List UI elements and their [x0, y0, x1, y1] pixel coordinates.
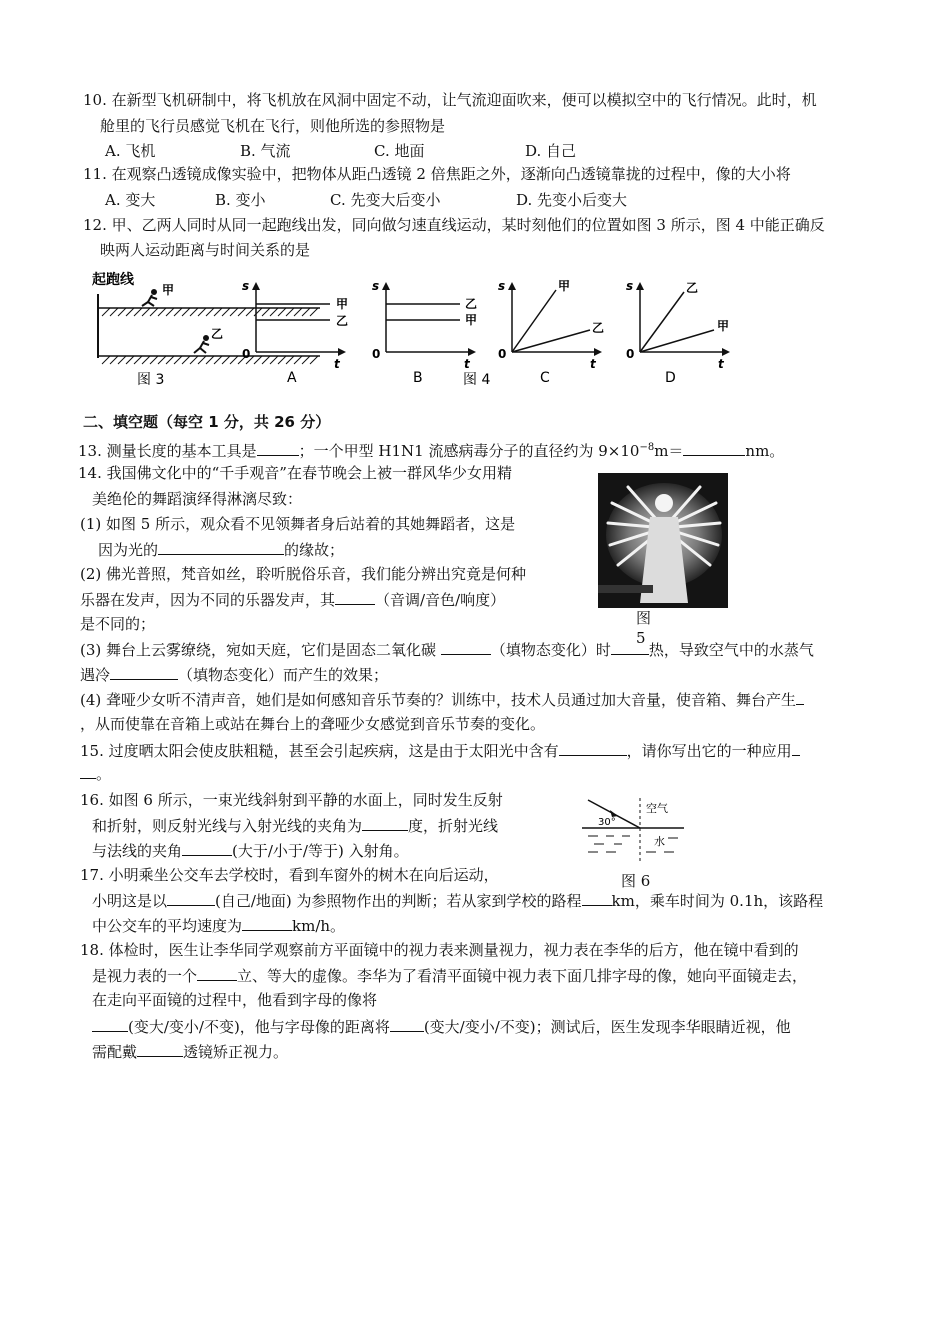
runner-yi-icon [194, 335, 209, 353]
section-2-heading: 二、填空题（每空 1 分，共 26 分） [83, 413, 331, 431]
q18-line5: 需配戴 透镜矫正视力。 [92, 1043, 289, 1061]
q10-line1: 10. 在新型飞机研制中，将飞机放在风洞中固定不动，让气流迎面吹来，便可以模拟空中的飞行情况。此时，机 [83, 91, 817, 109]
figure-6-diagram [580, 790, 690, 865]
water-label: 水 [654, 835, 665, 848]
graph-b [372, 279, 477, 386]
graph-d [626, 279, 730, 386]
svg-text:0: 0 [498, 347, 507, 361]
q14-blank-2 [335, 589, 375, 605]
runner-yi-label: 乙 [211, 327, 224, 341]
start-line-label: 起跑线 [92, 272, 134, 288]
q14-blank-4 [611, 639, 649, 655]
q13-blank-2 [683, 440, 745, 456]
q15-blank-1 [559, 740, 627, 756]
q11-option-b: B. 变小 [215, 191, 266, 209]
q18-line1: 18. 体检时，医生让李华同学观察前方平面镜中的视力表来测量视力，视力表在李华的后方，他在镜中看到的 [80, 941, 799, 959]
q14-blank-6 [796, 689, 804, 705]
q10-line2: 舱里的飞行员感觉飞机在飞行，则他所选的参照物是 [100, 117, 446, 135]
q10-option-a: A. 飞机 [105, 142, 156, 160]
graph-a-label: A [287, 370, 297, 386]
svg-text:0: 0 [242, 347, 251, 361]
q16-blank-1 [362, 815, 408, 831]
q14-line2: 美绝伦的舞蹈演绎得淋漓尽致： [92, 490, 303, 508]
q13-blank-1 [257, 440, 299, 456]
q17-line2: 小明这是以 (自己/地面) 为参照物作出的判断；若从家到学校的路程 km，乘车时间为 0.1h，该路程 [92, 892, 824, 910]
q14-part3-line2: 遇冷 （填物态变化）而产生的效果； [80, 666, 389, 684]
q14-part3-line1: (3) 舞台上云雾缭绕，宛如天庭，它们是固态二氧化碳 （填物态变化）时 热，导致空气中的水蒸气 [80, 641, 814, 659]
q17-blank-1 [167, 890, 215, 906]
figure-5-caption-b: 5 [636, 629, 646, 647]
q14-part1-line1: (1) 如图 5 所示，观众看不见领舞者身后站着的其她舞蹈者，这是 [80, 515, 516, 533]
q11-option-d: D. 先变小后变大 [516, 191, 628, 209]
q10-option-c: C. 地面 [374, 142, 425, 160]
q14-blank-3 [441, 639, 491, 655]
q18-blank-4 [137, 1041, 183, 1057]
q18-blank-3 [390, 1016, 424, 1032]
svg-text:t: t [590, 357, 596, 371]
q17-line1: 17. 小明乘坐公交车去学校时，看到车窗外的树木在向后运动， [80, 866, 499, 884]
figure-6-caption: 图 6 [621, 872, 651, 890]
svg-text:s: s [626, 279, 634, 293]
q14-part1-line2: 因为光的 的缘故； [98, 541, 345, 559]
q14-blank-1 [158, 539, 284, 555]
q18-line3: 在走向平面镜的过程中，他看到字母的像将 [92, 991, 378, 1009]
svg-text:甲: 甲 [558, 279, 571, 293]
dancer-image-icon [598, 473, 728, 608]
q15-line1: 15. 过度晒太阳会使皮肤粗糙，甚至会引起疾病，这是由于太阳光中含有 ，请你写出它的一种应用 [80, 740, 800, 761]
q14-line1: 14. 我国佛文化中的“千手观音”在春节晚会上被一群风华少女用精 [78, 464, 512, 482]
q18-line4: (变大/变小/不变)，他与字母像的距离将 (变大/变小/不变)；测试后，医生发现李华眼睛近视，他 [92, 1016, 791, 1037]
q14-part4-line1: (4) 聋哑少女听不清声音，她们是如何感知音乐节奏的？训练中，技术人员通过加大音量，使音箱、舞台产生 [80, 689, 804, 710]
q17-line3: 中公交车的平均速度为 km/h。 [92, 917, 346, 935]
q17-blank-2 [582, 890, 612, 906]
q16-line3: 与法线的夹角 (大于/小于/等于) 入射角。 [92, 842, 409, 860]
incident-ray-arrow-icon [610, 810, 618, 817]
figure-5-caption-a: 图 [636, 609, 652, 627]
svg-text:甲: 甲 [465, 313, 478, 327]
q18-line2: 是视力表的一个 立、等大的虚像。李华为了看清平面镜中视力表下面几排字母的像，她向平面镜走去， [92, 967, 808, 985]
q12-line1: 12. 甲、乙两人同时从同一起跑线出发，同向做匀速直线运动，某时刻他们的位置如图 3 所示，图 4 中能正确反 [83, 216, 825, 234]
q16-line1: 16. 如图 6 所示，一束光线斜射到平静的水面上，同时发生反射 [80, 791, 503, 809]
q14-part2-line2: 乐器在发声，因为不同的乐器发声，其 （音调/音色/响度） [80, 591, 506, 609]
q10-option-b: B. 气流 [240, 142, 291, 160]
q11-option-a: A. 变大 [105, 191, 156, 209]
runner-jia-icon [142, 289, 157, 306]
q14-part2-line3: 是不同的； [80, 615, 156, 633]
q14-part4-line2: ，从而使靠在音箱上或站在舞台上的聋哑少女感觉到音乐节奏的变化。 [80, 715, 546, 733]
svg-text:t: t [334, 357, 340, 371]
graph-c [498, 279, 604, 386]
svg-text:甲: 甲 [336, 297, 349, 311]
svg-text:甲: 甲 [717, 319, 730, 333]
svg-text:乙: 乙 [336, 314, 349, 328]
q15-blank-2-cont [80, 763, 96, 779]
q15-blank-2 [792, 740, 800, 756]
figure-4-caption: 图 4 [463, 372, 491, 388]
q11-line1: 11. 在观察凸透镜成像实验中，把物体从距凸透镜 2 倍焦距之外，逐渐向凸透镜靠拢的过程中，像的大小将 [83, 165, 791, 183]
q16-blank-2 [182, 840, 232, 856]
svg-text:乙: 乙 [592, 321, 605, 335]
q14-blank-5 [110, 664, 178, 680]
graph-a [242, 279, 348, 386]
svg-text:乙: 乙 [465, 297, 478, 311]
svg-text:0: 0 [372, 347, 381, 361]
runner-jia-label: 甲 [162, 283, 175, 297]
q11-option-c: C. 先变大后变小 [330, 191, 441, 209]
angle-label: 30° [598, 817, 616, 828]
q13-line: 13. 测量长度的基本工具是 ；一个甲型 H1N1 流感病毒分子的直径约为 $9\times 10^{-8}m=$ nm。 [78, 442, 785, 460]
q15-line2: 。 [80, 763, 111, 784]
q16-line2: 和折射，则反射光线与入射光线的夹角为 度，折射光线 [92, 817, 499, 835]
q10-option-d: D. 自己 [525, 142, 577, 160]
graph-b-label: B [413, 370, 423, 386]
figure-3-caption: 图 3 [137, 372, 165, 388]
graph-d-label: D [665, 370, 676, 386]
svg-text:t: t [464, 357, 470, 371]
svg-text:s: s [242, 279, 250, 293]
svg-text:t: t [718, 357, 724, 371]
q18-blank-2 [92, 1016, 128, 1032]
figure-5-photo [598, 473, 728, 608]
q18-blank-1 [197, 965, 237, 981]
svg-text:s: s [372, 279, 380, 293]
air-label: 空气 [646, 802, 668, 815]
q17-blank-3 [242, 915, 292, 931]
svg-text:乙: 乙 [686, 281, 699, 295]
graph-c-label: C [540, 370, 550, 386]
svg-text:0: 0 [626, 347, 635, 361]
figures-3-4 [80, 268, 760, 393]
q12-line2: 映两人运动距离与时间关系的是 [100, 241, 311, 259]
svg-text:s: s [498, 279, 506, 293]
q14-part2-line1: (2) 佛光普照，梵音如丝，聆听脱俗乐音，我们能分辨出究竟是何种 [80, 565, 527, 583]
